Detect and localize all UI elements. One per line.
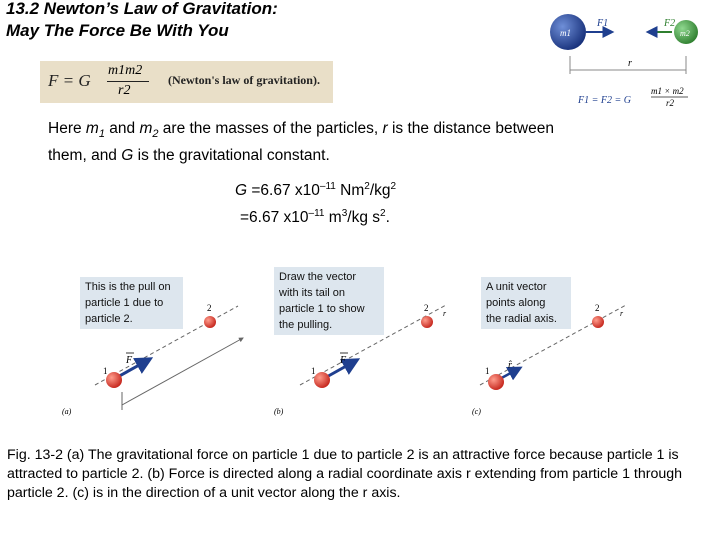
title-line-2: May The Force Be With You bbox=[6, 21, 229, 40]
note-line: particle 1 to show bbox=[279, 303, 365, 315]
note-line: This is the pull on bbox=[85, 281, 171, 293]
const-text: =6.67 x10 bbox=[240, 209, 309, 227]
force-formula-lhs: F1 = F2 = G bbox=[578, 95, 631, 106]
mass-1-label: m1 bbox=[560, 28, 571, 38]
note-line: A unit vector bbox=[486, 281, 547, 293]
axis-label: r bbox=[443, 309, 447, 318]
top-right-diagram bbox=[550, 14, 698, 108]
unit-vector-label: r̂ bbox=[508, 360, 512, 371]
symbol-m1: m bbox=[85, 120, 99, 137]
force-formula-denominator: r2 bbox=[666, 98, 675, 108]
const-sup: 2 bbox=[380, 208, 386, 219]
panel-label: (c) bbox=[472, 407, 481, 416]
const-exp: –11 bbox=[308, 208, 325, 219]
symbol-r: r bbox=[382, 120, 388, 137]
equation-lhs: F = G bbox=[48, 71, 91, 90]
symbol-m2: m bbox=[139, 120, 153, 137]
const-sup: 2 bbox=[390, 181, 397, 192]
note-line: particle 2. bbox=[85, 313, 133, 325]
particle-2 bbox=[421, 316, 433, 328]
note-line: with its tail on bbox=[279, 287, 346, 299]
particle-1-label: 1 bbox=[485, 366, 490, 376]
note-line: the radial axis. bbox=[486, 313, 557, 325]
sub-1: 1 bbox=[98, 128, 105, 141]
axis-label: r bbox=[620, 309, 624, 318]
note-line: points along bbox=[486, 297, 546, 309]
force-1-label: F1 bbox=[597, 18, 609, 29]
symbol-G: G bbox=[235, 182, 248, 200]
particle-2-label: 2 bbox=[424, 303, 429, 313]
const-text: Nm bbox=[335, 182, 365, 200]
const-text: /kg s bbox=[347, 209, 380, 227]
panel-label: (a) bbox=[62, 407, 72, 416]
para-text: and bbox=[104, 120, 140, 137]
particle-1 bbox=[488, 374, 504, 390]
const-text: m bbox=[324, 209, 342, 227]
particle-2-label: 2 bbox=[207, 303, 212, 313]
note-panel-a bbox=[80, 277, 183, 329]
note-line: particle 1 due to bbox=[85, 297, 164, 309]
para-text: is the gravitational constant. bbox=[133, 147, 330, 165]
sub-2: 2 bbox=[152, 128, 159, 141]
particle-1-label: 1 bbox=[103, 366, 108, 376]
note-panel-b bbox=[274, 267, 384, 335]
equation-denominator: r2 bbox=[118, 83, 131, 98]
const-sup: 3 bbox=[341, 208, 348, 219]
const-text: . bbox=[385, 209, 390, 227]
force-vector-label: F bbox=[340, 355, 347, 366]
equation-label: (Newton's law of gravitation). bbox=[168, 73, 320, 87]
note-panel-c bbox=[481, 277, 571, 329]
symbol-G: G bbox=[121, 147, 134, 165]
para-text: Here bbox=[48, 120, 86, 137]
const-exp: –11 bbox=[319, 181, 336, 192]
panel-label: (b) bbox=[274, 407, 284, 416]
mass-2-label: m2 bbox=[680, 29, 690, 38]
equation-numerator: m1m2 bbox=[108, 63, 143, 78]
para-text: is the distance between them, and bbox=[48, 120, 554, 165]
force-vector-label: F bbox=[126, 355, 133, 366]
const-text: =6.67 x10 bbox=[247, 182, 320, 200]
figure-caption: Fig. 13-2 (a) The gravitational force on particle 1 due to particle 2 is an attractive force because particle 1 is attracted to particle 2. (b) Force is directed along a radial coordinate axis r extending from particle 1 through particle 2. (c) is in the direction of a unit vector along the r axis. bbox=[7, 447, 683, 501]
distance-label: r bbox=[628, 58, 632, 69]
particle-1 bbox=[314, 372, 330, 388]
dimension-line bbox=[122, 338, 243, 405]
const-text: /kg bbox=[369, 182, 391, 200]
para-text: are the masses of the particles, bbox=[158, 120, 383, 137]
force-2-label: F2 bbox=[664, 18, 676, 29]
particle-2 bbox=[204, 316, 216, 328]
title-line-1: 13.2 Newton’s Law of Gravitation: bbox=[6, 0, 278, 18]
particle-1-label: 1 bbox=[311, 366, 316, 376]
particle-2 bbox=[592, 316, 604, 328]
particle-2-label: 2 bbox=[595, 303, 600, 313]
const-sup: 2 bbox=[364, 181, 370, 192]
force-formula-numerator: m1 × m2 bbox=[651, 86, 684, 96]
particle-1 bbox=[106, 372, 122, 388]
note-line: Draw the vector bbox=[279, 271, 357, 283]
note-line: the pulling. bbox=[279, 319, 333, 331]
